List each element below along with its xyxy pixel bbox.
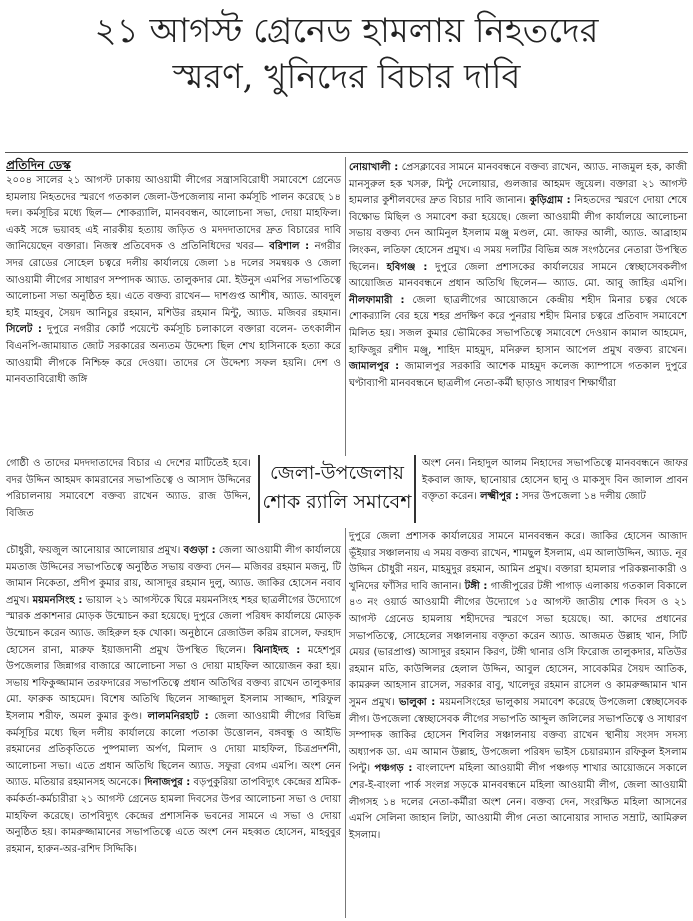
column-divider-bottom xyxy=(345,528,346,918)
place-label-bhaluka: ভালুকা : xyxy=(398,696,436,708)
headline-line-2: স্মরণ, খুনিদের বিচার দাবি xyxy=(172,57,521,97)
report-bogura: জেলা আওয়ামী লীগ কার্যালয়ে মমতাজ উদ্দিনের সভাপতিত্বে অনুষ্ঠিত সভায় বক্তব্য দেন— মজিবর রহমান মজনু, টি জামান নিকেতা, প্রদীপ কুমার রায়, আসাদুর রহমান দুলু, অ্যাড. জাকির হোসেন নবাব প্রমুখ। xyxy=(6,545,341,606)
place-label-habiganj: হবিগঞ্জ : xyxy=(386,261,428,273)
report-habiganj: দুপুরে জেলা প্রশাসকের কার্যালয়ের সামনে স্বেচ্ছাসেবকলীগ আয়োজিত মানববন্ধনে প্রধান অতিথি ছিলেন— অ্যাড. মো. আবু জাহির এমপি। xyxy=(349,261,687,290)
box-heading-line-2: শোক র‌্যালি সমাবেশ xyxy=(262,491,412,513)
report-dinajpur: বড়পুকুরিয়া তাপবিদ্যুৎ কেন্দ্রের শ্রমিক-কর্মকর্তা-কর্মচারীরা ২১ আগস্ট গ্রেনেড হামলা দিবসের উপর আলোচনা সভা ও দোয়া মাহফিল করেছে। তাপবিদ্যুৎ কেন্দ্রের প্রশাসনিক ভবনের সামনে এ সভা ও দোয়া অনুষ্ঠিত হয়। কামরুজ্জামানের সভাপতিত্বে এতে অংশ নেন মহব্বত হোসেন, মাহবুবুর রহমান, হারুন-অর-রশিদ সিদ্দিকি। xyxy=(6,777,342,855)
place-label-kurigram: কুড়িগ্রাম : xyxy=(529,195,571,207)
place-label-barishal: বরিশাল : xyxy=(269,241,310,253)
place-label-bogura: বগুড়া : xyxy=(183,545,216,556)
column-right-bottom xyxy=(349,529,687,844)
column-left-top xyxy=(6,173,341,389)
place-label-lakshmipur: লক্ষ্মীপুর : xyxy=(480,491,519,503)
column-left-bottom xyxy=(6,543,341,858)
report-nilphamari: জেলা ছাত্রলীগের আয়োজনে কেন্দ্রীয় শহীদ মিনার চত্বর থেকে শোকর‌্যালি বের হয়ে শহর প্রদক্ষিণ করে পুনরায় শহীদ মিনার চত্বরে প্রতিবাদ সমাবেশে মিলিত হয়। সজল কুমার ভৌমিকের সভাপতিত্বে সমাবেশে দেওয়ান কামাল আহমেদ, হাফিজুর রশীদ মঞ্জু, শাহিদ মাহমুদ, মনিরুল হাসান আপেল প্রমুখ বক্তব্য রাখেন। xyxy=(349,294,687,356)
place-label-lalmonirhat: লালমনিরহাট : xyxy=(147,710,209,722)
byline: প্রতিদিন ডেস্ক xyxy=(6,158,71,172)
place-label-sylhet: সিলেট : xyxy=(6,324,42,336)
report-mymensingh: ভায়াল ২১ আগস্টকে ঘিরে ময়মনসিংহ শহর ছাত্রলীগের উদ্যোগে স্মারক প্রকাশনার মোড়ক উন্মোচন করা হয়েছে। দুপুরে জেলা পরিষদ কার্যালয়ে মোড়ক উন্মোচন করেন অ্যাড. জহিরুল হক খোকা। অনুষ্ঠানে রেজাউল করিম রাসেল, ফরহাদ হোসেন রানা, মারুফ ইয়াজদানী প্রমুখ উপস্থিত ছিলেন। xyxy=(6,594,341,656)
place-label-noakhali: নোয়াখালী : xyxy=(349,162,399,173)
box-heading-line-1: জেলা-উপজেলায় xyxy=(270,462,404,484)
report-lakshmipur: সদর উপজেলা ১৪ দলীয় জোট xyxy=(518,491,646,503)
report-jamalpur: জামালপুর সরকারি আশেক মাহমুদ কলেজ ক্যাম্পাসে গতকাল দুপুরে ঘণ্টাব্যাপী মানববন্ধনে ছাত্রলীগ নেতা-কর্মী ছাড়াও সাধারণ শিক্ষার্থীরা xyxy=(349,361,687,389)
report-bhaluka: ময়মনসিংহের ভালুকায় সমাবেশ করেছে উপজেলা স্বেচ্ছাসেবক লীগ। উপজেলা স্বেচ্ছাসেবক লীগের সভাপতি আব্দুল জলিলের সভাপতিত্বে ও সাধারণ সম্পাদক জাকির হোসেন শিবলির সঞ্চালনায় বক্তব্য রাখেন স্থানীয় সংসদ সদস্য অধ্যাপক ডা. এম আমান উল্লাহ, উপজেলা পরিষদ ভাইস চেয়ারম্যান রফিকুল ইসলাম পিন্টু। xyxy=(349,696,687,775)
report-panchagarh: বাংলাদেশ মহিলা আওয়ামী লীগ পঞ্চগড় শাখার আয়োজনে সকালে শের-ই-বাংলা পার্ক সংলগ্ন সড়কে মানববন্ধনে মহিলা আওয়ামী লীগ, জেলা আওয়ামী লীগসহ ১৪ দলের নেতা-কর্মীরা অংশ নেন। বক্তব্য দেন, সংরক্ষিত মহিলা আসনের এমপি সেলিনা জাহান লিটা, আওয়ামী লীগ নেতা আনোয়ার সাদাত সম্রাট, আমিরুল ইসলাম। xyxy=(349,763,688,841)
column-mid-left xyxy=(6,456,251,522)
report-jhenaidah: মহেশপুর উপজেলার জিন্নাগর বাজারে আলোচনা সভা ও দোয়া মাহফিল আয়োজন করা হয়। সভায় শফিকুজ্জামান তরফদারের সভাপতিত্বে প্রধান অতিথির বক্তব্য রাখেন তালুকদার মো. ফারুক আহমেদ। বিশেষ অতিথি ছিলেন সাজ্জাদুল ইসলাম সাজ্জাদ, শরিফুল ইসলাম শরীফ, অমল কুমার কুণ্ড। xyxy=(6,644,341,722)
report-sylhet-end: চৌধুরী, ফয়জুল আনোয়ার আলোয়ার প্রমুখ। xyxy=(6,545,181,556)
report-sylhet: দুপুরে নগরীর কোর্ট পয়েন্টে কর্মসূচি চলাকালে বক্তারা বলেন- তৎকালীন বিএনপি-জামায়াত জোট সরকারের অন্যতম উদ্দেশ্য ছিল শেখ হাসিনাকে হত্যা করে আওয়ামী লীগকে নিশ্চিহ্ন করে দেওয়া। তাদের সে উদ্দেশ্য সফল হয়নি। দেশ ও মানবতাবিরোধী জঙ্গি xyxy=(6,324,341,386)
column-right-top xyxy=(349,160,687,392)
box-heading xyxy=(258,455,416,523)
place-label-tongi: টঙ্গী : xyxy=(464,580,488,592)
report-lalmonirhat: জেলা আওয়ামী লীগের বিভিন্ন কর্মসূচির মধ্যে ছিল দলীয় কার্যালয়ে কালো পতাকা উত্তোলন, বঙ্গবন্ধু ও আইভি রহমানের প্রতিকৃতিতে পুষ্পমাল্য অর্পণ, মিলাদ ও দোয়া মাহফিল, চিত্রপ্রদর্শনী, আলোচনা সভা। এতে প্রধান অতিথি ছিলেন অ্যাড. সফুরা বেগম এমপি। অংশ নেন অ্যাড. মতিয়ার রহমানসহ অনেকে। xyxy=(6,710,341,789)
intro-paragraph: ২০০৪ সালের ২১ আগস্ট ঢাকায় আওয়ামী লীগের সন্ত্রাসবিরোধী সমাবেশে গ্রেনেড হামলায় নিহতদের স্মরণে গতকাল জেলা-উপজেলায় নানা কর্মসূচি পালন করেছে ১৪ দল। কর্মসূচির মধ্যে ছিল— শোকর‌্যালি, মানববন্ধন, আলোচনা সভা, দোয়া মাহফিল। একই সঙ্গে ভয়াবহ এই নারকীয় হত্যায় জড়িত ও মদদদাতাদের দ্রুত বিচারের দাবি জানিয়েছেন বক্তারা। নিজস্ব প্রতিবেদক ও প্রতিনিধিদের খবর— xyxy=(6,175,341,253)
headline-rule xyxy=(5,152,688,153)
place-label-jamalpur: জামালপুর : xyxy=(349,361,400,373)
report-tongi: গাজীপুরের টঙ্গী পাগাড় এলাকায় গতকাল বিকালে ৪৩ নং ওয়ার্ড আওয়ামী লীগের উদ্যোগে ১৫ আগস্ট জাতীয় শোক দিবস ও ২১ আগস্ট গ্রেনেড হামলায় শহীদদের স্মরণে সভা হয়েছে। আ. কাদের প্রধানের সভাপতিত্বে, সোহেলের সঞ্চালনায় বক্তৃতা করেন অ্যাড. আজমত উল্লাহ খান, সিটি মেয়র (ভারপ্রাপ্ত) আসাদুর রহমান কিরণ, টঙ্গী থানার ওসি ফিরোজ তালুকদার, মতিউর রহমান মতি, কাউন্সিলর হেলাল উদ্দিন, আবুল হোসেন, সাবেকমির সৈয়দ আতিক, কামরুল আহসান রাসেল, সরকার বাবু, খালেদুর রহমান রাসেল ও কামরুজ্জামান খান সুমন প্রমুখ। xyxy=(349,580,687,708)
report-kurigram: নিহতদের স্মরণে দোয়া শেষে বিক্ষোভ মিছিল ও সমাবেশ করা হয়েছে। জেলা আওয়ামী লীগ কার্যালয়ে আলোচনা সভায় বক্তব্য দেন আমিনুল ইসলাম মঞ্জু মণ্ডল, মো. জাফর আলী, অ্যাড. আব্রাহাম লিংকন, লতিফা হোসেন প্রমুখ। এ সময় দলটির বিভিন্ন অঙ্গ সংগঠনের নেতারা উপস্থিত ছিলেন। xyxy=(349,195,688,273)
headline-line-1: ২১ আগস্ট গ্রেনেড হামলায় নিহতদের xyxy=(94,11,599,51)
place-label-mymensingh: ময়মনসিংহ : xyxy=(32,594,83,606)
place-label-panchagarh: পঞ্চগড় : xyxy=(374,763,413,775)
column-divider-top xyxy=(345,157,346,456)
report-sylhet-continued: গোষ্ঠী ও তাদের মদদদাতাদের বিচার এ দেশের মাটিতেই হবে। বদর উদ্দিন আহমদ কামরানের সভাপতিত্বে ও আসাদ উদ্দিনের পরিচালনায় সমাবেশে বক্তব্য রাখেন অ্যাড. রাজ উদ্দিন, বিজিত xyxy=(6,458,251,519)
place-label-jhenaidah: ঝিনাইদহ : xyxy=(253,644,301,656)
place-label-nilphamari: নীলফামারী : xyxy=(349,294,405,306)
report-noakhali: প্রেসক্লাবের সামনে মানববন্ধনে বক্তব্য রাখেন, অ্যাড. নাজমুল হক, কাজী মানসুরুল হক খসরু, মিন্টু দেলোয়ার, গুলজার আহমদ জুয়েল। বক্তারা ২১ আগস্ট হামলার কুশীলবদের দ্রুত বিচার দাবি জানান। xyxy=(349,162,687,207)
report-jamalpur-continued: অংশ নেন। নিহাদুল আলম নিহাদের সভাপতিত্বে মানববন্ধনে জাফর ইকবাল জাফ, ছানোয়ার হোসেন ছানু ও মাকসুদ বিন জালাল প্রাবন বক্তৃতা করেন। xyxy=(422,458,688,503)
column-mid-right xyxy=(422,456,688,506)
place-label-dinajpur: দিনাজপুর : xyxy=(144,777,191,789)
report-lakshmipur-continued: দুপুরে জেলা প্রশাসক কার্যালয়ের সামনে মানববন্ধন করে। জাকির হোসেন আজাদ ভূঁইয়ার সঞ্চালনায় এ সময় বক্তব্য রাখেন, শামছুল ইসলাম, এম আলাউদ্দিন, অ্যাড. নূর উদ্দিন চৌধুরী নয়ন, মাহমুদুর রহমান, আমিন প্রমুখ। বক্তারা হামলার পরিকল্পনাকারী ও খুনিদের ফাঁসির দাবি জানান। xyxy=(349,531,687,592)
report-barishal: নগরীর সদর রোডের সোহেল চত্বরে দলীয় কার্যালয়ে জেলা ১৪ দলের সমন্বয়ক ও জেলা আওয়ামী লীগের সাধারণ সম্পাদক অ্যাড. তালুকদার মো. ইউনুস এমপির সভাপতিত্বে আলোচনা সভা অনুষ্ঠিত হয়। এতে বক্তব্য রাখেন— দাশগুপ্ত আশীষ, অ্যাড. আবদুল হাই মাহবুব, সৈয়দ আনিচুর রহমান, মশিউর রহমান মিন্টু, অ্যাড. মজিবর রহমান। xyxy=(6,241,341,319)
headline xyxy=(0,8,693,100)
